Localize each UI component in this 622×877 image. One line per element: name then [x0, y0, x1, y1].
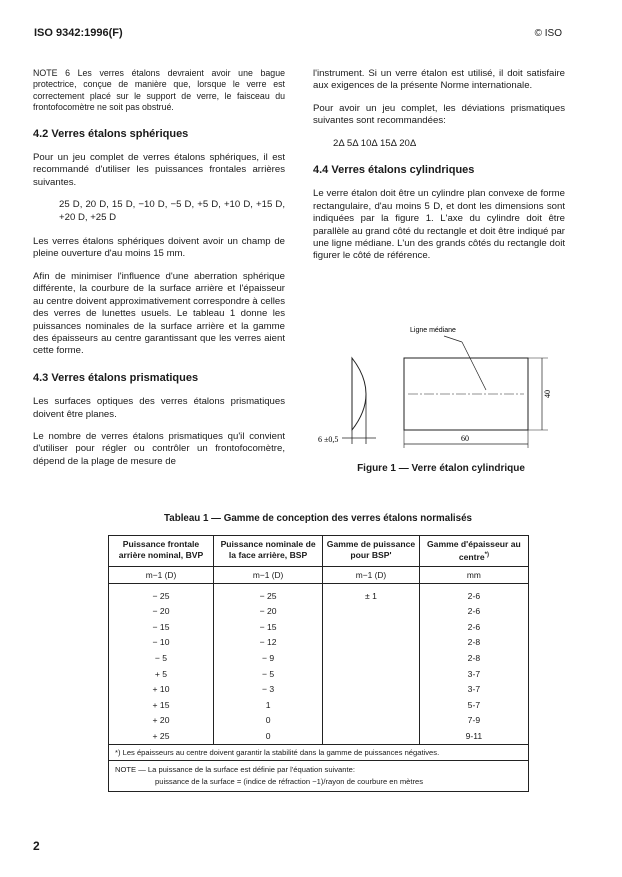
section-4-3-title: 4.3 Verres étalons prismatiques: [33, 371, 199, 384]
table-cell: + 20: [109, 713, 214, 729]
table-cell: [323, 635, 420, 651]
table-cell: − 3: [214, 681, 323, 697]
table-row: [109, 583, 529, 603]
col-header-bsp-range: Gamme de puissance pour BSP': [323, 536, 420, 567]
table-cell: 0: [214, 728, 323, 744]
median-leader: [462, 342, 486, 390]
unit-cell: m−1 (D): [323, 566, 420, 583]
table-cell: − 12: [214, 635, 323, 651]
table-cell: 2-8: [419, 635, 528, 651]
col-header-thickness: Gamme d'épaisseur au centre*): [419, 536, 528, 567]
table-cell: + 15: [109, 697, 214, 713]
table-cell: − 10: [109, 635, 214, 651]
median-line-label: Ligne médiane: [410, 327, 456, 334]
right-column: [313, 68, 565, 273]
spherical-power-values: 25 D, 20 D, 15 D, −10 D, −5 D, +5 D, +10 D, +15 D, +20 D, +25 D: [59, 199, 285, 223]
table-row: [109, 619, 529, 635]
table-cell: 0: [214, 713, 323, 729]
table-cell: − 15: [214, 619, 323, 635]
table-cell: 2-8: [419, 650, 528, 666]
table-row: [109, 635, 529, 651]
table-cell: 2-6: [419, 603, 528, 619]
table-cell: 7-9: [419, 713, 528, 729]
page-number: 2: [33, 839, 40, 853]
table-cell: 3-7: [419, 666, 528, 682]
table-row: [109, 650, 529, 666]
table-cell: − 20: [109, 603, 214, 619]
unit-cell: m−1 (D): [214, 566, 323, 583]
figure-caption: Figure 1 — Verre étalon cylindrique: [357, 463, 525, 474]
section-4-3-para-2: Le nombre de verres étalons prismatiques qu'il convient d'utiliser pour régler ou contrôler un frontofocomètre, dépend de la plage de mesure de: [33, 430, 285, 467]
note-6: NOTE 6 Les verres étalons devraient avoir une bague protectrice, conçue de manière que, lorsque le verre est correctement placé sur le support de verre, le faisceau du frontofocomètre ne soit pas obstrué.: [33, 68, 285, 113]
table-footnote-1: *) Les épaisseurs au centre doivent garantir la stabilité dans la gamme de puissances négatives.: [109, 744, 529, 760]
table-row: [109, 713, 529, 729]
table-cell: − 20: [214, 603, 323, 619]
table-row: [109, 728, 529, 744]
table-cell: − 15: [109, 619, 214, 635]
figure-1: [316, 318, 556, 458]
table-cell: − 25: [214, 583, 323, 603]
table-cell: 2-6: [419, 619, 528, 635]
height-dimension: 40: [543, 390, 552, 398]
table-cell: [323, 728, 420, 744]
col-header-bsp: Puissance nominale de la face arrière, BSP: [214, 536, 323, 567]
length-dimension: 60: [461, 434, 469, 443]
cylindrical-lens-drawing: [316, 318, 556, 458]
design-range-table: [108, 535, 529, 792]
table-cell: + 25: [109, 728, 214, 744]
lens-profile-shape: [352, 358, 366, 430]
table-row: [109, 666, 529, 682]
section-4-2-para-2: Les verres étalons sphériques doivent avoir un champ de pleine ouverture d'au moins 15 mm.: [33, 236, 285, 260]
table-cell: 1: [214, 697, 323, 713]
table-cell: [323, 650, 420, 666]
document-header-reference: ISO 9342:1996(F): [34, 27, 123, 39]
table-cell: 9-11: [419, 728, 528, 744]
section-4-2-para-1: Pour un jeu complet de verres étalons sphériques, il est recommandé d'utiliser les puissances frontales arrières suivantes.: [33, 152, 285, 188]
unit-cell: mm: [419, 566, 528, 583]
median-leader-tail: [444, 336, 462, 342]
col-header-bvp: Puissance frontale arrière nominal, BVP: [109, 536, 214, 567]
table-cell: ± 1: [323, 583, 420, 603]
section-4-2-para-3: Afin de minimiser l'influence d'une aberration sphérique différente, la courbure de la surface arrière et l'épaisseur au centre doivent approximativement correspondre à celles des verres de lunettes usuels. Le tableau 1 donne les puissances nominales de la surface arrière et la gamme des épaisseurs au centre garantissant que les verres aient cette forme.: [33, 270, 285, 357]
table-footnote-2: [109, 760, 529, 791]
table-row: [109, 603, 529, 619]
table-row: [109, 697, 529, 713]
copyright-mark: © ISO: [534, 28, 562, 39]
continuation-para: l'instrument. Si un verre étalon est utilisé, il doit satisfaire aux exigences de la présente Norme internationale.: [313, 68, 565, 92]
table-cell: 3-7: [419, 681, 528, 697]
table-cell: [323, 666, 420, 682]
table-cell: − 5: [214, 666, 323, 682]
unit-cell: m−1 (D): [109, 566, 214, 583]
table-cell: − 25: [109, 583, 214, 603]
table-row: [109, 681, 529, 697]
table-cell: [323, 681, 420, 697]
table-cell: 2-6: [419, 583, 528, 603]
table-cell: [323, 713, 420, 729]
prism-intro-para: Pour avoir un jeu complet, les déviations prismatiques suivantes sont recommandées:: [313, 102, 565, 127]
table-title: Tableau 1 — Gamme de conception des verres étalons normalisés: [164, 513, 472, 524]
section-4-2-title: 4.2 Verres étalons sphériques: [33, 127, 189, 140]
section-4-4-para-1: Le verre étalon doit être un cylindre plan convexe de forme rectangulaire, d'au moins 5 D, et dont les dimensions sont indiquées par la figure 1. L'axe du cylindre doit être parallèle au grand côté du rectangle et doit être indiqué par une ligne médiane. L'un des grands côtés du rectangle doit figurer le côté de référence.: [313, 188, 565, 262]
table-cell: − 5: [109, 650, 214, 666]
thickness-dimension: 6 ±0,5: [318, 435, 339, 444]
section-4-3-para-1: Les surfaces optiques des verres étalons prismatiques doivent être planes.: [33, 396, 285, 420]
table-cell: + 10: [109, 681, 214, 697]
table-cell: − 9: [214, 650, 323, 666]
table-cell: [323, 619, 420, 635]
footnote-2-line-2: puissance de la surface = (indice de réfraction −1)/rayon de courbure en mètres: [155, 776, 424, 786]
table-cell: 5-7: [419, 697, 528, 713]
table-cell: [323, 697, 420, 713]
footnote-2-line-1: NOTE — La puissance de la surface est définie par l'équation suivante:: [115, 764, 355, 774]
table-cell: [323, 603, 420, 619]
table-cell: + 5: [109, 666, 214, 682]
section-4-4-title: 4.4 Verres étalons cylindriques: [313, 164, 475, 177]
prism-values: 2Δ 5Δ 10Δ 15Δ 20Δ: [333, 137, 417, 149]
left-column: [33, 68, 285, 478]
